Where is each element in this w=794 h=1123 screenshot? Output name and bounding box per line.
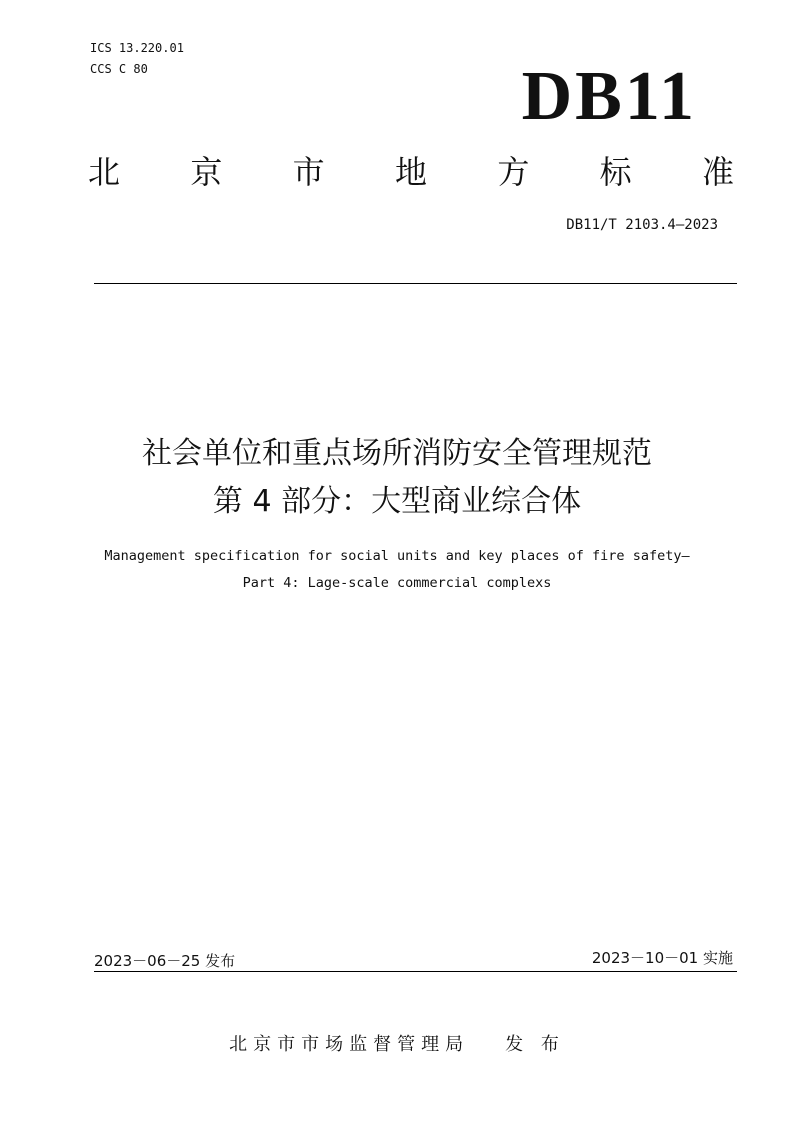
standard-type-heading bbox=[88, 150, 734, 194]
standard-type-char: 京 bbox=[190, 153, 223, 191]
standard-type-char: 北 bbox=[88, 153, 121, 191]
english-title-line-2: Part 4: Lage-scale commercial complexs bbox=[242, 575, 552, 591]
classification-codes bbox=[90, 38, 184, 80]
standard-type-char: 标 bbox=[599, 153, 632, 191]
issuer-name: 北京市市场监督管理局 bbox=[229, 1034, 470, 1055]
implement-date: 2023－10－01 实施 bbox=[591, 949, 733, 967]
bottom-divider bbox=[94, 971, 737, 972]
ccs-code: CCS C 80 bbox=[90, 62, 148, 76]
standard-type-char: 地 bbox=[394, 153, 427, 191]
standard-type-char: 方 bbox=[497, 153, 530, 191]
chinese-title-line-1: 社会单位和重点场所消防安全管理规范 bbox=[142, 436, 652, 471]
chinese-title bbox=[0, 430, 794, 526]
english-title-line-1: Management specification for social units and key places of fire safety— bbox=[104, 548, 690, 564]
standard-number: DB11/T 2103.4—2023 bbox=[566, 217, 718, 233]
chinese-title-line-2: 第 4 部分：大型商业综合体 bbox=[212, 484, 582, 519]
top-divider bbox=[94, 283, 737, 284]
english-title bbox=[0, 543, 794, 597]
issuer-line bbox=[0, 1030, 794, 1056]
standard-type-char: 准 bbox=[701, 153, 734, 191]
db11-logo: DB11 bbox=[521, 58, 697, 135]
issue-word: 发 布 bbox=[505, 1034, 565, 1055]
publish-date: 2023－06－25 发布 bbox=[94, 952, 236, 970]
ics-code: ICS 13.220.01 bbox=[90, 41, 184, 55]
standard-type-char: 市 bbox=[292, 153, 325, 191]
